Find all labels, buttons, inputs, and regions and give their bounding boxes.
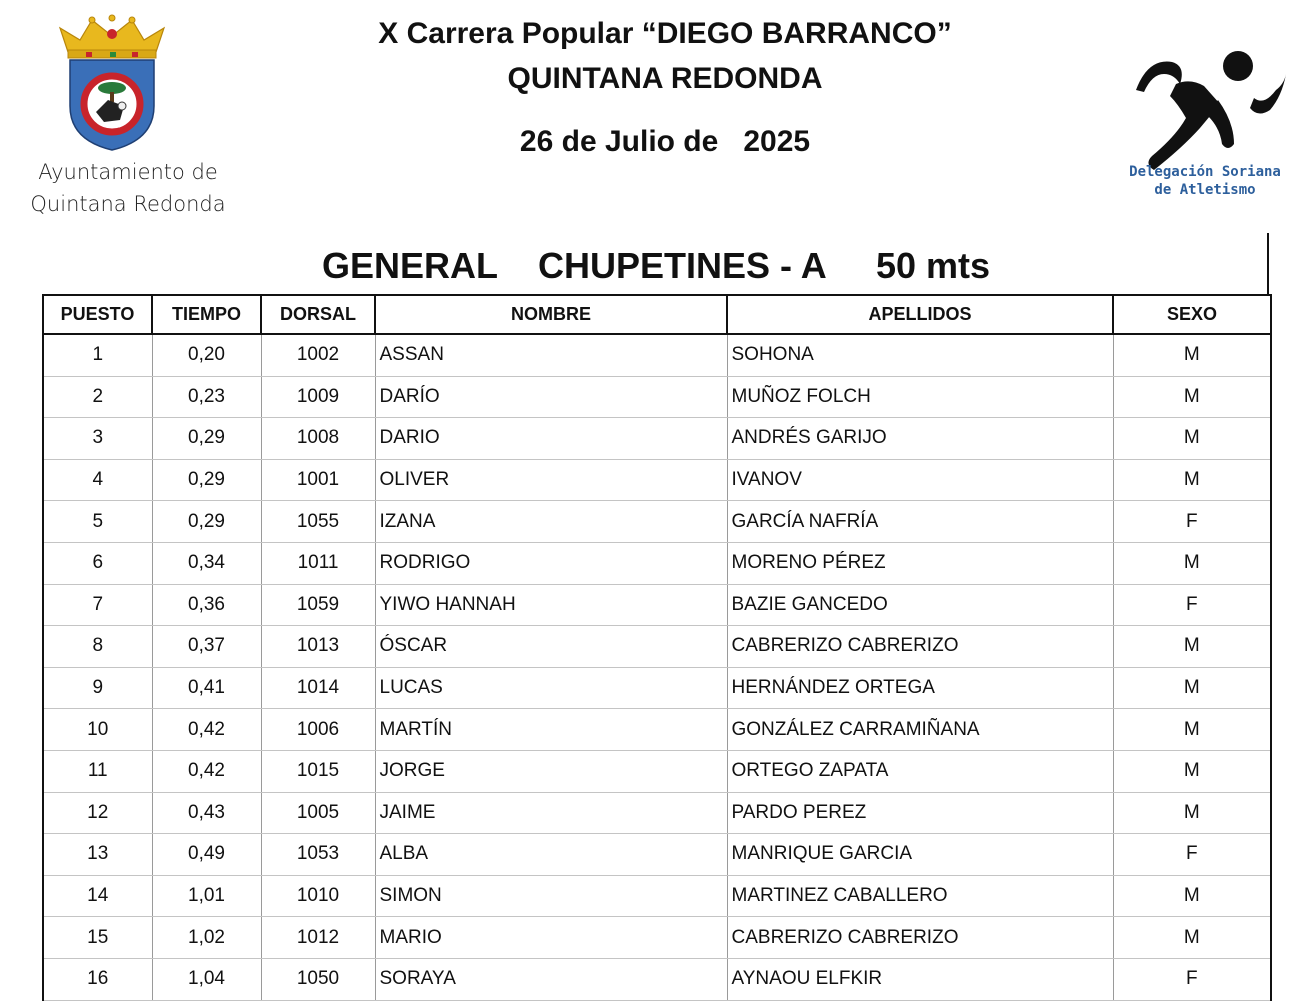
cell-apellidos: MORENO PÉREZ: [727, 542, 1113, 584]
cell-puesto: 10: [43, 709, 152, 751]
col-header-tiempo: TIEMPO: [152, 295, 261, 334]
cell-puesto: 7: [43, 584, 152, 626]
event-location: QUINTANA REDONDA: [507, 62, 823, 95]
cell-sexo: F: [1113, 958, 1271, 1000]
col-header-dorsal: DORSAL: [261, 295, 375, 334]
cell-apellidos: GONZÁLEZ CARRAMIÑANA: [727, 709, 1113, 751]
cell-nombre: JORGE: [375, 750, 727, 792]
cell-dorsal: 1050: [261, 958, 375, 1000]
table-row: [43, 626, 1271, 668]
cell-puesto: 3: [43, 418, 152, 460]
cell-dorsal: 1009: [261, 376, 375, 418]
cell-apellidos: CABRERIZO CABRERIZO: [727, 917, 1113, 959]
cell-sexo: M: [1113, 667, 1271, 709]
cell-nombre: OLIVER: [375, 459, 727, 501]
cell-nombre: MARTÍN: [375, 709, 727, 751]
cell-sexo: M: [1113, 750, 1271, 792]
table-row: [43, 792, 1271, 834]
cell-sexo: M: [1113, 709, 1271, 751]
cell-sexo: M: [1113, 334, 1271, 376]
cell-nombre: SORAYA: [375, 958, 727, 1000]
cell-apellidos: ORTEGO ZAPATA: [727, 750, 1113, 792]
cell-apellidos: CABRERIZO CABRERIZO: [727, 626, 1113, 668]
table-row: [43, 542, 1271, 584]
cell-dorsal: 1055: [261, 501, 375, 543]
cell-sexo: F: [1113, 501, 1271, 543]
cell-tiempo: 0,37: [152, 626, 261, 668]
cell-nombre: RODRIGO: [375, 542, 727, 584]
cell-puesto: 1: [43, 334, 152, 376]
cell-puesto: 4: [43, 459, 152, 501]
cell-dorsal: 1012: [261, 917, 375, 959]
cell-dorsal: 1005: [261, 792, 375, 834]
event-title: X Carrera Popular “DIEGO BARRANCO”: [378, 17, 952, 50]
col-header-apellidos: APELLIDOS: [727, 295, 1113, 334]
cell-apellidos: MARTINEZ CABALLERO: [727, 875, 1113, 917]
cell-sexo: M: [1113, 542, 1271, 584]
cell-puesto: 12: [43, 792, 152, 834]
cell-tiempo: 0,42: [152, 750, 261, 792]
cell-sexo: M: [1113, 917, 1271, 959]
cell-nombre: DARIO: [375, 418, 727, 460]
category-label: GENERAL: [322, 245, 499, 286]
category-name: CHUPETINES - A: [538, 245, 827, 286]
cell-puesto: 15: [43, 917, 152, 959]
table-header-row: [43, 295, 1271, 334]
cell-dorsal: 1001: [261, 459, 375, 501]
cell-dorsal: 1015: [261, 750, 375, 792]
cell-apellidos: HERNÁNDEZ ORTEGA: [727, 667, 1113, 709]
table-row: [43, 709, 1271, 751]
table-row: [43, 875, 1271, 917]
cell-puesto: 5: [43, 501, 152, 543]
cell-dorsal: 1059: [261, 584, 375, 626]
cell-sexo: M: [1113, 376, 1271, 418]
cell-sexo: M: [1113, 792, 1271, 834]
cell-puesto: 8: [43, 626, 152, 668]
cell-sexo: M: [1113, 626, 1271, 668]
page-header: [0, 0, 1295, 230]
cell-puesto: 14: [43, 875, 152, 917]
cell-sexo: F: [1113, 834, 1271, 876]
table-row: [43, 834, 1271, 876]
cell-nombre: JAIME: [375, 792, 727, 834]
cell-tiempo: 0,29: [152, 459, 261, 501]
town-crest-logo: [50, 14, 175, 154]
table-row: [43, 917, 1271, 959]
cell-dorsal: 1014: [261, 667, 375, 709]
event-titles: [330, 14, 1000, 162]
results-table: [42, 294, 1272, 1001]
cell-tiempo: 1,01: [152, 875, 261, 917]
cell-sexo: F: [1113, 584, 1271, 626]
cell-puesto: 9: [43, 667, 152, 709]
federation-name: [1110, 163, 1295, 199]
cell-puesto: 13: [43, 834, 152, 876]
cell-apellidos: IVANOV: [727, 459, 1113, 501]
col-header-sexo: SEXO: [1113, 295, 1271, 334]
table-row: [43, 334, 1271, 376]
cell-tiempo: 0,42: [152, 709, 261, 751]
cell-tiempo: 0,29: [152, 501, 261, 543]
cell-nombre: IZANA: [375, 501, 727, 543]
cell-puesto: 11: [43, 750, 152, 792]
cell-puesto: 2: [43, 376, 152, 418]
cell-nombre: MARIO: [375, 917, 727, 959]
cell-dorsal: 1006: [261, 709, 375, 751]
cell-apellidos: MANRIQUE GARCIA: [727, 834, 1113, 876]
cell-puesto: 16: [43, 958, 152, 1000]
cell-dorsal: 1002: [261, 334, 375, 376]
event-date: 26 de Julio de 2025: [519, 125, 811, 158]
cell-apellidos: SOHONA: [727, 334, 1113, 376]
cell-apellidos: PARDO PEREZ: [727, 792, 1113, 834]
cell-tiempo: 0,49: [152, 834, 261, 876]
table-row: [43, 667, 1271, 709]
cell-tiempo: 0,29: [152, 418, 261, 460]
cell-apellidos: MUÑOZ FOLCH: [727, 376, 1113, 418]
federation-name-line2: de Atletismo: [1154, 182, 1256, 198]
cell-tiempo: 0,23: [152, 376, 261, 418]
runner-logo-icon: [1130, 44, 1288, 172]
cell-apellidos: GARCÍA NAFRÍA: [727, 501, 1113, 543]
cell-dorsal: 1008: [261, 418, 375, 460]
town-name: [10, 156, 246, 220]
cell-sexo: M: [1113, 459, 1271, 501]
table-row: [43, 376, 1271, 418]
col-header-puesto: PUESTO: [43, 295, 152, 334]
cell-sexo: M: [1113, 418, 1271, 460]
cell-tiempo: 1,02: [152, 917, 261, 959]
cell-sexo: M: [1113, 875, 1271, 917]
cell-nombre: YIWO HANNAH: [375, 584, 727, 626]
cell-tiempo: 0,36: [152, 584, 261, 626]
cell-apellidos: BAZIE GANCEDO: [727, 584, 1113, 626]
cell-tiempo: 0,41: [152, 667, 261, 709]
cell-nombre: ALBA: [375, 834, 727, 876]
crown-icon: [60, 15, 164, 58]
table-row: [43, 418, 1271, 460]
cell-nombre: DARÍO: [375, 376, 727, 418]
cell-tiempo: 0,34: [152, 542, 261, 584]
col-header-nombre: NOMBRE: [375, 295, 727, 334]
table-row: [43, 958, 1271, 1000]
cell-dorsal: 1010: [261, 875, 375, 917]
category-heading: [42, 240, 1270, 292]
cell-dorsal: 1053: [261, 834, 375, 876]
cell-nombre: SIMON: [375, 875, 727, 917]
table-row: [43, 501, 1271, 543]
cell-tiempo: 0,20: [152, 334, 261, 376]
cell-tiempo: 0,43: [152, 792, 261, 834]
cell-puesto: 6: [43, 542, 152, 584]
town-name-line2: Quintana Redonda: [30, 192, 226, 216]
table-row: [43, 584, 1271, 626]
cell-tiempo: 1,04: [152, 958, 261, 1000]
cell-dorsal: 1013: [261, 626, 375, 668]
cell-dorsal: 1011: [261, 542, 375, 584]
cell-nombre: ÓSCAR: [375, 626, 727, 668]
table-row: [43, 459, 1271, 501]
town-name-line1: Ayuntamiento de: [38, 160, 218, 184]
cell-nombre: ASSAN: [375, 334, 727, 376]
federation-name-line1: Delegación Soriana: [1129, 164, 1281, 180]
category-distance: 50 mts: [876, 245, 991, 286]
table-row: [43, 750, 1271, 792]
cell-nombre: LUCAS: [375, 667, 727, 709]
cell-apellidos: AYNAOU ELFKIR: [727, 958, 1113, 1000]
cell-apellidos: ANDRÉS GARIJO: [727, 418, 1113, 460]
